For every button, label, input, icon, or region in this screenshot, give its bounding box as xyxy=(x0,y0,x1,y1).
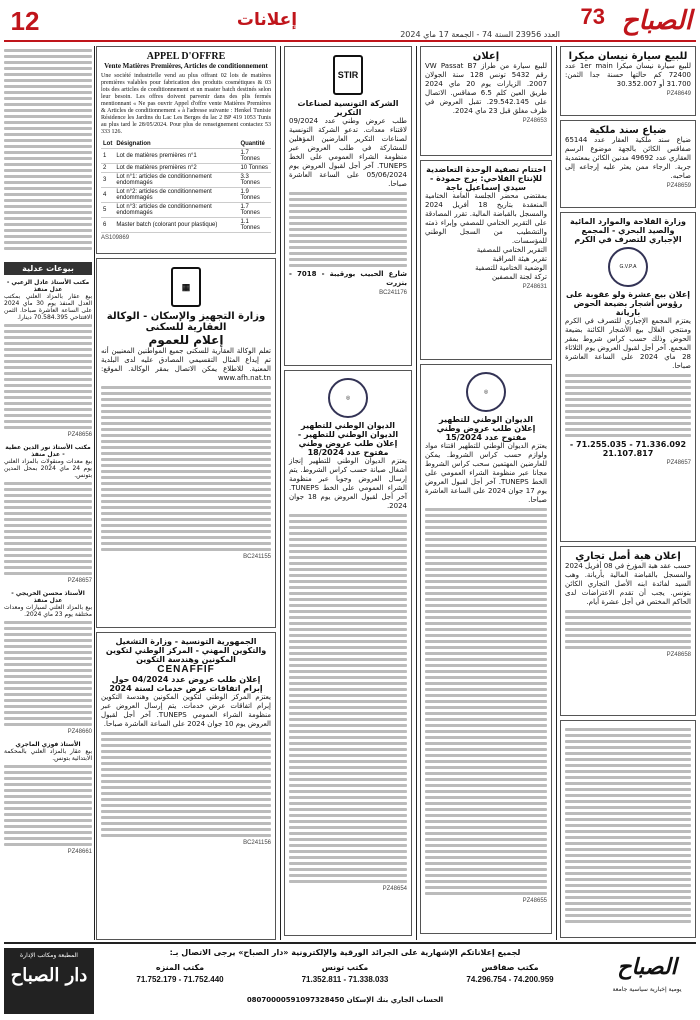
footer-right-logo: الصباح xyxy=(617,954,677,980)
ad-code: PZ48657 xyxy=(666,460,691,466)
column-far-left-top xyxy=(4,46,92,258)
stir-logo-icon: STIR xyxy=(333,55,363,95)
ad-title: اختتام تصفية الوحدة التعاضدية للإنتاج الفلاحي: برج حمودة - سيدي إسماعيل باجة xyxy=(426,165,546,192)
table-row xyxy=(101,149,271,164)
table-header: Lot xyxy=(103,141,113,147)
footer-offices xyxy=(100,963,590,984)
newspaper-logo: الصباح xyxy=(621,6,692,36)
office-phones: 71.338.033 - 71.352.811 xyxy=(301,975,389,984)
office-phones: 74.200.959 - 74.296.754 xyxy=(466,975,554,984)
column-divider xyxy=(556,46,557,940)
ad-title: الديوان الوطني للتطهير - إعلان طلب عروض وطني مفتوح عدد 18/2024 xyxy=(297,430,399,457)
text-filler xyxy=(565,374,691,437)
ad-phones: 71.336.092 - 71.255.035 - 21.107.817 xyxy=(569,440,687,458)
ad-code: PZ48654 xyxy=(382,886,407,892)
notice xyxy=(4,444,92,584)
office-name: مكتب صفاقس xyxy=(481,963,539,972)
text-filler xyxy=(4,765,92,846)
ad-body: يعتزم المركز الوطني لتكوين المكونين وهندسة التكوين إبرام اتفاقات عرض خدمات. يتم إرسال العروض عبر منظومة الشراء العمومي TUNEPS. آخر أجل لقبول العروض يوم 10 جوان 2024 على الساعة العاشرة صباحا. xyxy=(101,693,271,728)
logo-anniversary-number: 73 xyxy=(580,4,605,29)
ad-appel-offre xyxy=(96,46,276,254)
ad-title: ضياع سند ملكية xyxy=(589,125,667,136)
office-phones: 71.752.440 - 71.752.179 xyxy=(136,975,224,984)
ad-title: إعلان هبة أصل تجاري xyxy=(575,551,681,562)
column-judicial-sales xyxy=(4,262,92,940)
ad-code: PZ48653 xyxy=(522,118,547,124)
column-mid-right xyxy=(420,46,552,940)
cell: 3 xyxy=(101,173,114,188)
ad-body: يعتزم المجمع الإجباري للتصرف في الكرم ومنتجي الغلال بيع الأشجار الكائنة بضيعة الحوض وذلك حسب كراس شروط بمقر المجمع. آخر أجل لقبول العروض يوم الثلاثاء 28 ماي 2024 على الساعة العاشرة صباحا. xyxy=(565,317,692,370)
notice-title: مكتب الأستاذ نور الدين عطية - عدل منفذ xyxy=(5,444,91,458)
text-filler xyxy=(425,508,547,895)
cell: Lot n°3: articles de conditionnement endommagés xyxy=(114,203,238,218)
judicial-sales-banner: بيوعات عدلية xyxy=(4,262,92,275)
ad-code: BC241176 xyxy=(379,290,407,296)
cell: 2 xyxy=(101,164,114,173)
cell: 3.3 Tonnes xyxy=(238,173,271,188)
cell: Lot de matières premières n°1 xyxy=(114,149,238,164)
cell: 6 xyxy=(101,218,114,233)
ad-org: الشركة التونسية لصناعات التكرير xyxy=(297,99,399,117)
ad-item: الوضعية الختامية للتصفية xyxy=(475,264,547,272)
ad-cenaffif-tender xyxy=(96,632,276,940)
column-right xyxy=(560,46,696,940)
cenaffif-logo-icon: CENAFFIF xyxy=(157,664,215,675)
notice-title: الأستاذ فوزي الماجري xyxy=(15,741,81,748)
office-block xyxy=(100,963,260,984)
ad-sodeps xyxy=(560,720,696,938)
cell: 5 xyxy=(101,203,114,218)
notice-code: PZ48656 xyxy=(67,432,92,438)
notice-title: مكتب الأستاذ عادل الزعبي - عدل منفذ xyxy=(6,279,90,293)
footer-title: لجميع إعلاناتكم الإشهارية على الجرائد الورقية والإلكترونية «دار الصباح» يرجى الاتصال بـ: xyxy=(169,948,521,957)
header-divider xyxy=(4,40,696,42)
column-divider xyxy=(94,46,95,940)
cell: Lot n°2: articles de conditionnement endommagés xyxy=(114,188,238,203)
cell: 1.9 Tonnes xyxy=(238,188,271,203)
ad-code: PZ48655 xyxy=(522,898,547,904)
ad-agriculture xyxy=(560,212,696,542)
footer-right-tag: يومية إخبارية سياسية جامعة xyxy=(612,986,682,993)
page-number: 12 xyxy=(10,6,40,36)
ad-cooperative-liquidation xyxy=(420,160,552,360)
footer-left-logo: دار الصباح xyxy=(10,965,88,986)
text-filler xyxy=(4,482,92,575)
text-filler xyxy=(289,514,407,883)
ad-org: وزارة التجهيز والإسكان - الوكالة العقارية للسكنى xyxy=(106,311,266,333)
office-name: مكتب المنزه xyxy=(155,963,205,972)
notice-body: بيع بالمزاد العلني لسيارات ومعدات مختلفة يوم 23 ماي 2024. xyxy=(4,604,92,618)
ad-body: للبيع سيارة من طراز VW Passat B7 رقم 5432 تونس 128 سنة الجولان 2007. الزيارات يوم 20 ماي 2024 طريق العين كلم 6.5 صفاقس. الاتصال على 29.542.145. تقبل العروض في ظرف مغلق قبل 23 ماي 2024. xyxy=(425,62,547,115)
ad-passat-sale xyxy=(420,46,552,156)
table-header: Désignation xyxy=(114,140,238,149)
ad-car-sale xyxy=(560,46,696,116)
cell: 10 Tonnes xyxy=(238,164,271,173)
ad-code: PZ48659 xyxy=(666,183,691,189)
notice-body: بيع عقار بالمزاد العلني بمكتب العدل المنفذ يوم 30 ماي 2024 على الساعة العاشرة صباحا. الثمن الافتتاحي 70.584.395 دينارا. xyxy=(4,293,92,321)
ad-item: تقرير هيئة المراقبة xyxy=(492,255,547,263)
ad-body: يعتزم الديوان الوطني للتطهير إنجاز أشغال صيانة حسب كراس الشروط. يتم إرسال العروض وجوبا عبر منظومة الشراء العمومي على الخط TUNEPS. آخر أجل لقبول العروض يوم 18 جوان 2024. xyxy=(289,457,407,510)
onas-logo-icon: ◎ xyxy=(466,372,506,412)
office-block xyxy=(265,963,425,984)
ad-code: BC241156 xyxy=(243,840,271,846)
cell: 4 xyxy=(101,188,114,203)
notice xyxy=(4,279,92,438)
text-filler xyxy=(4,49,92,250)
cell: 1 xyxy=(101,149,114,164)
ad-title: إعلان xyxy=(472,51,500,62)
notice-code: PZ48661 xyxy=(67,849,92,855)
afh-logo-icon: ▦ xyxy=(171,267,201,307)
ad-code: PZ48649 xyxy=(666,91,691,97)
table-row xyxy=(101,164,271,173)
text-filler xyxy=(565,728,691,923)
ad-onas-tender xyxy=(420,364,552,934)
notice-body: بيع عقار بالمزاد العلني بالمحكمة الابتدائية بتونس. xyxy=(4,748,92,762)
column-divider xyxy=(416,46,417,940)
ad-gift-business xyxy=(560,546,696,716)
ad-body: بمقتضى محضر الجلسة العامة الختامية المنعقدة بتاريخ 18 أفريل 2024 والمسجل بالقباضة المالية. تقرر المصادقة على التقرير الختامي للمصفي وإبراء ذمته والتشطيب من السجل الوطني للمؤسسات. xyxy=(425,192,547,245)
table-row xyxy=(101,203,271,218)
footer-left-tag: المطبعة ومكاتب الإدارة xyxy=(20,952,78,959)
ad-body: ضياع سند ملكية العقار عدد 65144 صفاقس الكائن بالجهة موضوع الرسم العقاري عدد 49692 مدنين الكائن بمعتمدية جربة. الرجاء ممن يعثر عليه إرجاعه إلى صاحبه. xyxy=(565,136,692,180)
office-block xyxy=(430,963,590,984)
ad-body: حسب عقد هبة المؤرخ في 08 أفريل 2024 والمسجل بالقباضة المالية بأريانة. وهب السيد لفائدة ابنه الأصل التجاري الكائن بتونس. يجب أن تقدم الاعتراضات لدى الحاكم المختص في أجل عشرة أيام. xyxy=(565,562,691,606)
column-divider xyxy=(280,46,281,940)
ad-body: للبيع سيارة نيسان ميكرا 1er main عدد 72400 كم حالتها حسنة جدا الثمن: 31.700 أو 30.352.007 xyxy=(565,62,691,88)
ad-onas-tender-2 xyxy=(284,370,412,936)
text-filler xyxy=(101,386,271,551)
onas-logo-icon: ◎ xyxy=(328,378,368,418)
ad-title: إعلان طلب عروض وطني مفتوح عدد 15/2024 xyxy=(436,424,536,442)
cell: 1.7 Tonnes xyxy=(238,203,271,218)
lots-table xyxy=(101,140,271,233)
ad-subtitle: إعلان بيع عشرة ولو عقوبة على رؤوس أشجار بضيعة الحوض باريانة xyxy=(566,290,690,317)
ad-body: Une société industrielle vend au plus offrant 02 lots de matières premières valables pour fabrication des produits cosmétiques & 03 lots des articles de conditionnement et un master batch destinés selon leur besoin. Les offres doivent parvenir dans des plis fermés mentionnant « Ne pas ouvrir Appel d'offre vente Matières Premières & Articles de conditionnement » à l'adresse suivante : Henkel Tunisie Résidence les Jardins du Lac Les Berges du lac 2 BP 419 1053 Tunis au plus tard le 28/05/2024. Pour plus de renseignement contactez 53 333 126. xyxy=(101,73,271,135)
cell: Lot n°1: articles de conditionnement endommagés xyxy=(114,173,238,188)
column-left xyxy=(96,46,276,940)
ad-org: الجمهورية التونسية - وزارة التشغيل والتكوين المهني - المركز الوطني لتكوين المكونين وهندسة التكوين xyxy=(105,637,267,664)
notice xyxy=(4,590,92,735)
gvpa-logo-icon: G.V.P.A xyxy=(608,247,648,287)
footer-left-logo-block xyxy=(4,948,94,1014)
ad-code: AS109869 xyxy=(101,235,130,241)
ad-lost-deed xyxy=(560,120,696,208)
ad-title: إعلان طلب عروض عدد 04/2024 حول إبرام اتفاقات عرض خدمات لسنة 2024 xyxy=(109,675,263,693)
ad-body: يعتزم الديوان الوطني للتطهير اقتناء مواد ولوازم حسب كراس الشروط. يمكن للعارضين المهتمين سحب كراس الشروط مجانا عبر منظومة الشراء العمومي على الخط TUNEPS. آخر أجل لقبول العروض يوم 17 جوان 2024 على الساعة العاشرة صباحا. xyxy=(425,442,548,504)
ad-subtitle: Vente Matières Premières, Articles de conditionnement xyxy=(104,62,268,70)
footer-bank: الحساب الجاري بنك الإسكان 08070000591097328450 xyxy=(246,996,444,1004)
table-header: Quantité xyxy=(238,140,271,149)
text-filler xyxy=(289,192,407,267)
notice-code: PZ48657 xyxy=(67,578,92,584)
ad-title: إعلام للعموم xyxy=(148,333,224,347)
ad-stir-tender xyxy=(284,46,412,366)
ad-footer: شارع الحبيب بورقيبة - 7018 - بنزرت xyxy=(289,270,408,287)
ad-title: للبيع سيارة نيسان ميكرا xyxy=(568,51,688,62)
notice-title: الأستاذ محسن الخريجي - عدل منفذ xyxy=(11,590,85,604)
ad-org: الديوان الوطني للتطهير xyxy=(438,415,534,424)
text-filler xyxy=(101,732,271,837)
ad-code: BC241155 xyxy=(243,554,271,560)
cell: Master batch (colorant pour plastique) xyxy=(114,218,238,233)
ad-code: PZ48658 xyxy=(666,652,691,658)
ad-item: تركة لجنة المصفين xyxy=(491,273,547,281)
ad-body: تعلم الوكالة العقارية للسكنى جميع المواطنين المعنيين أنه تم إيداع المثال التقسيمي المصادق عليه لدى البلدية المعنية. للاطلاع يمكن الاتصال بمقر الوكالة. الموقع: www.afh.nat.tn xyxy=(101,347,271,382)
table-row xyxy=(101,218,271,233)
notice xyxy=(4,741,92,855)
issue-line: العدد 23956 السنة 74 - الجمعة 17 ماي 2024 xyxy=(400,30,560,39)
section-title: إعلانات xyxy=(236,10,298,30)
table-row xyxy=(101,188,271,203)
office-name: مكتب تونس xyxy=(321,963,369,972)
ad-title: وزارة الفلاحة والموارد المائية والصيد البحري - المجمع الإجباري للتصرف في الكرم xyxy=(570,217,686,244)
cell: 1.1 Tonnes xyxy=(238,218,271,233)
notice-body: بيع معدات ومنقولات بالمزاد العلني يوم 24 ماي 2024 بمحل المدين بتونس. xyxy=(4,458,92,479)
footer-center xyxy=(100,948,590,1014)
ad-org: الديوان الوطني للتطهير xyxy=(300,421,396,430)
cell: 1.7 Tonnes xyxy=(238,149,271,164)
table-row xyxy=(101,173,271,188)
text-filler xyxy=(4,324,92,429)
footer-right-logo-block xyxy=(598,948,696,1014)
text-filler xyxy=(565,610,691,649)
ad-afh-notice xyxy=(96,258,276,628)
ad-body: طلب عروض وطني عدد 09/2024 لاقتناء معدات. تدعو الشركة التونسية لصناعات التكرير العارضين المؤهلين للمشاركة في طلب العروض عبر منظومة الشراء العمومي على الخط TUNEPS. آخر أجل لقبول العروض يوم 05/06/2024 على الساعة العاشرة صباحا. xyxy=(289,117,407,188)
text-filler xyxy=(4,621,92,726)
notice-code: PZ48660 xyxy=(67,729,92,735)
ad-item: التقرير الختامي للمصفية xyxy=(476,246,547,254)
ad-code: PZ48631 xyxy=(522,284,547,290)
ad-title: APPEL D'OFFRE xyxy=(146,51,226,62)
cell: Lot de matières premières n°2 xyxy=(114,164,238,173)
page-footer xyxy=(4,942,696,1016)
column-mid-left xyxy=(284,46,412,940)
